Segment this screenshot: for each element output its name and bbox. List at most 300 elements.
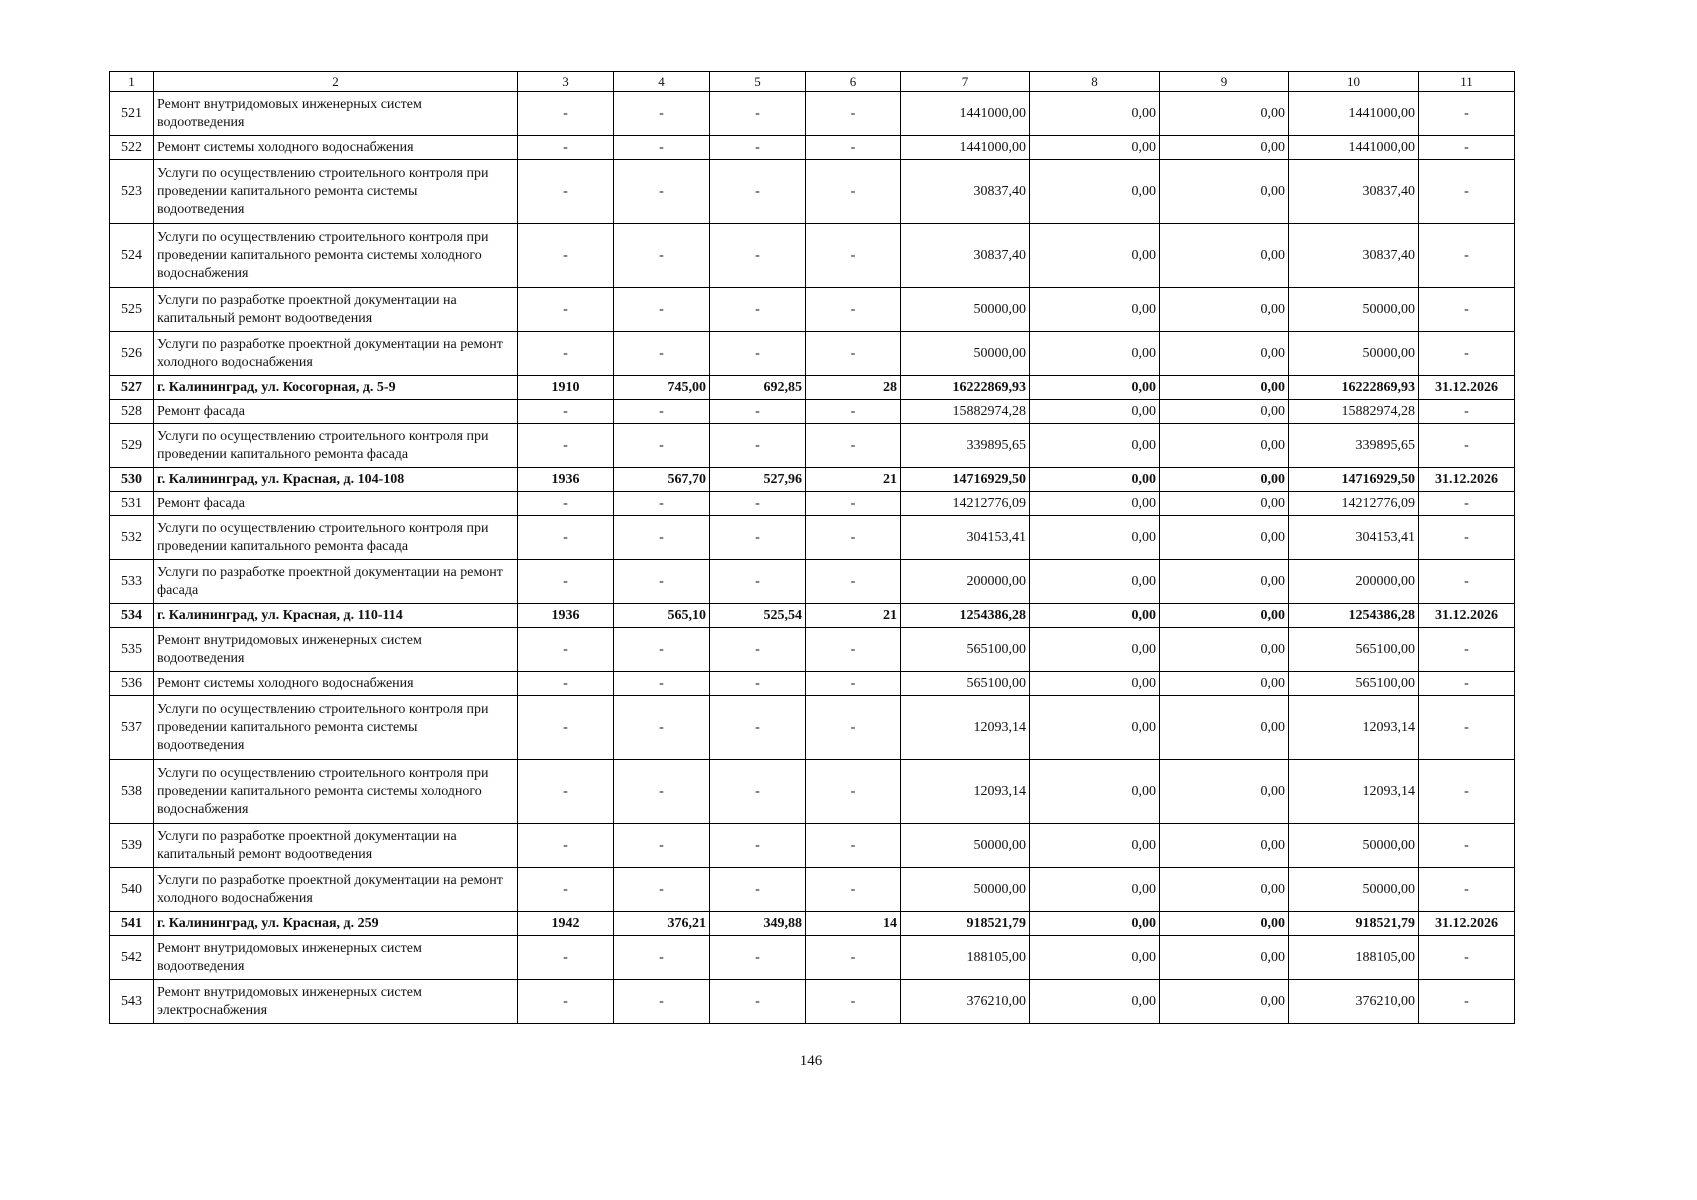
description-line: Услуги по разработке проектной документации на ремонт [157,564,503,580]
column-8-cell: 0,00 [1030,468,1160,492]
column-number-header: 10 [1289,72,1419,92]
column-7-cell: 565100,00 [901,628,1030,672]
column-10-cell: 376210,00 [1289,980,1419,1024]
column-9-cell: 0,00 [1160,628,1289,672]
column-4-cell: - [614,136,710,160]
description-line: г. Калининград, ул. Косогорная, д. 5-9 [157,379,396,395]
description-line: Ремонт внутридомовых инженерных систем [157,940,422,956]
column-6-cell: - [806,136,901,160]
table-row [110,224,1515,288]
description-line: водоснабжения [157,265,249,281]
column-9-cell: 0,00 [1160,560,1289,604]
column-11-cell: - [1419,516,1515,560]
column-8-cell: 0,00 [1030,288,1160,332]
column-4-cell: 565,10 [614,604,710,628]
description-cell [154,868,518,912]
column-6-cell: - [806,868,901,912]
column-10-cell: 304153,41 [1289,516,1419,560]
row-number-cell: 532 [110,516,154,560]
column-11-cell: - [1419,696,1515,760]
column-9-cell: 0,00 [1160,980,1289,1024]
row-number-cell: 521 [110,92,154,136]
column-7-cell: 304153,41 [901,516,1030,560]
column-11-cell: - [1419,332,1515,376]
column-10-cell: 50000,00 [1289,868,1419,912]
column-4-cell: 567,70 [614,468,710,492]
column-8-cell: 0,00 [1030,824,1160,868]
column-8-cell: 0,00 [1030,672,1160,696]
table-row [110,400,1515,424]
column-5-cell: 692,85 [710,376,806,400]
row-number-cell: 529 [110,424,154,468]
description-line: водоотведения [157,737,245,753]
description-line: Услуги по осуществлению строительного контроля при [157,520,489,536]
description-line: электроснабжения [157,1002,268,1018]
column-5-cell: - [710,936,806,980]
column-3-cell: - [518,492,614,516]
column-5-cell: - [710,288,806,332]
column-6-cell: - [806,92,901,136]
column-4-cell: 376,21 [614,912,710,936]
description-line: проведении капитального ремонта системы холодного [157,247,482,263]
column-4-cell: - [614,868,710,912]
column-7-cell: 50000,00 [901,288,1030,332]
works-table [109,71,1515,1024]
column-7-cell: 50000,00 [901,824,1030,868]
description-cell [154,92,518,136]
description-line: проведении капитального ремонта системы [157,183,418,199]
description-cell [154,400,518,424]
column-6-cell: - [806,160,901,224]
description-line: капитальный ремонт водоотведения [157,846,373,862]
column-10-cell: 918521,79 [1289,912,1419,936]
description-line: г. Калининград, ул. Красная, д. 110-114 [157,607,403,623]
column-7-cell: 30837,40 [901,160,1030,224]
column-6-cell: 21 [806,468,901,492]
column-10-cell: 339895,65 [1289,424,1419,468]
column-number-header: 8 [1030,72,1160,92]
column-10-cell: 565100,00 [1289,628,1419,672]
table-row [110,696,1515,760]
description-cell [154,492,518,516]
column-8-cell: 0,00 [1030,628,1160,672]
column-11-cell: - [1419,868,1515,912]
column-6-cell: 28 [806,376,901,400]
column-4-cell: - [614,224,710,288]
column-7-cell: 14212776,09 [901,492,1030,516]
description-line: капитальный ремонт водоотведения [157,310,373,326]
table-row [110,92,1515,136]
column-4-cell: - [614,400,710,424]
column-10-cell: 14212776,09 [1289,492,1419,516]
column-6-cell: - [806,628,901,672]
column-5-cell: - [710,400,806,424]
column-3-cell: - [518,560,614,604]
column-7-cell: 200000,00 [901,560,1030,604]
table-row [110,672,1515,696]
column-9-cell: 0,00 [1160,332,1289,376]
column-6-cell: - [806,672,901,696]
column-9-cell: 0,00 [1160,136,1289,160]
description-line: Услуги по разработке проектной документации на ремонт [157,336,503,352]
description-cell [154,604,518,628]
description-cell [154,980,518,1024]
column-8-cell: 0,00 [1030,332,1160,376]
description-cell [154,912,518,936]
column-8-cell: 0,00 [1030,696,1160,760]
column-5-cell: 525,54 [710,604,806,628]
column-10-cell: 30837,40 [1289,160,1419,224]
column-9-cell: 0,00 [1160,516,1289,560]
column-3-cell: - [518,224,614,288]
description-line: Ремонт внутридомовых инженерных систем [157,96,422,112]
column-6-cell: - [806,424,901,468]
description-line: Услуги по осуществлению строительного контроля при [157,428,489,444]
description-line: водоснабжения [157,801,249,817]
row-number-cell: 533 [110,560,154,604]
row-number-cell: 534 [110,604,154,628]
column-number-header: 7 [901,72,1030,92]
column-6-cell: - [806,288,901,332]
column-7-cell: 1441000,00 [901,136,1030,160]
column-11-cell: - [1419,492,1515,516]
column-11-cell: - [1419,824,1515,868]
row-number-cell: 530 [110,468,154,492]
description-cell [154,376,518,400]
column-3-cell: - [518,516,614,560]
column-11-cell: - [1419,160,1515,224]
column-number-header: 11 [1419,72,1515,92]
column-number-header: 3 [518,72,614,92]
column-6-cell: - [806,224,901,288]
description-line: Услуги по разработке проектной документации на ремонт [157,872,503,888]
column-8-cell: 0,00 [1030,760,1160,824]
column-7-cell: 1441000,00 [901,92,1030,136]
description-line: г. Калининград, ул. Красная, д. 259 [157,915,379,931]
column-11-cell: - [1419,760,1515,824]
column-number-header: 2 [154,72,518,92]
table-row [110,288,1515,332]
description-line: Услуги по осуществлению строительного контроля при [157,229,489,245]
column-4-cell: - [614,424,710,468]
column-5-cell: - [710,516,806,560]
table-row [110,424,1515,468]
table-row [110,136,1515,160]
column-3-cell: - [518,672,614,696]
column-3-cell: 1936 [518,604,614,628]
column-6-cell: - [806,980,901,1024]
column-9-cell: 0,00 [1160,696,1289,760]
column-5-cell: - [710,92,806,136]
column-3-cell: - [518,824,614,868]
column-6-cell: 21 [806,604,901,628]
column-6-cell: - [806,696,901,760]
column-5-cell: 349,88 [710,912,806,936]
column-5-cell: - [710,424,806,468]
column-5-cell: - [710,628,806,672]
column-5-cell: - [710,224,806,288]
column-7-cell: 15882974,28 [901,400,1030,424]
column-8-cell: 0,00 [1030,868,1160,912]
column-9-cell: 0,00 [1160,912,1289,936]
column-8-cell: 0,00 [1030,376,1160,400]
column-3-cell: - [518,160,614,224]
table-body [110,72,1515,1024]
description-cell [154,760,518,824]
column-5-cell: - [710,560,806,604]
row-number-cell: 543 [110,980,154,1024]
column-9-cell: 0,00 [1160,424,1289,468]
column-7-cell: 188105,00 [901,936,1030,980]
column-9-cell: 0,00 [1160,868,1289,912]
table-row [110,868,1515,912]
row-number-cell: 526 [110,332,154,376]
column-9-cell: 0,00 [1160,604,1289,628]
column-3-cell: - [518,628,614,672]
column-6-cell: - [806,760,901,824]
column-6-cell: - [806,560,901,604]
column-5-cell: - [710,696,806,760]
column-3-cell: 1936 [518,468,614,492]
column-5-cell: - [710,136,806,160]
row-number-cell: 535 [110,628,154,672]
description-cell [154,516,518,560]
column-4-cell: - [614,760,710,824]
column-8-cell: 0,00 [1030,560,1160,604]
column-9-cell: 0,00 [1160,492,1289,516]
column-10-cell: 12093,14 [1289,760,1419,824]
column-10-cell: 1441000,00 [1289,136,1419,160]
column-9-cell: 0,00 [1160,936,1289,980]
column-9-cell: 0,00 [1160,400,1289,424]
column-9-cell: 0,00 [1160,92,1289,136]
column-number-header: 9 [1160,72,1289,92]
column-6-cell: - [806,492,901,516]
description-line: холодного водоснабжения [157,890,313,906]
table-row [110,604,1515,628]
column-5-cell: - [710,492,806,516]
column-10-cell: 1254386,28 [1289,604,1419,628]
description-line: проведении капитального ремонта системы холодного [157,783,482,799]
column-6-cell: - [806,824,901,868]
column-3-cell: - [518,760,614,824]
column-4-cell: - [614,160,710,224]
table-row [110,516,1515,560]
column-11-cell: - [1419,560,1515,604]
column-4-cell: - [614,516,710,560]
description-cell [154,560,518,604]
column-11-cell: - [1419,136,1515,160]
description-cell [154,824,518,868]
description-cell [154,628,518,672]
row-number-cell: 539 [110,824,154,868]
column-11-cell: - [1419,288,1515,332]
column-7-cell: 376210,00 [901,980,1030,1024]
column-11-cell: - [1419,424,1515,468]
row-number-cell: 528 [110,400,154,424]
column-10-cell: 565100,00 [1289,672,1419,696]
column-11-cell: 31.12.2026 [1419,376,1515,400]
column-5-cell: - [710,824,806,868]
description-cell [154,468,518,492]
column-10-cell: 50000,00 [1289,332,1419,376]
column-10-cell: 30837,40 [1289,224,1419,288]
column-4-cell: - [614,560,710,604]
column-3-cell: - [518,980,614,1024]
row-number-cell: 541 [110,912,154,936]
description-line: водоотведения [157,650,245,666]
row-number-cell: 540 [110,868,154,912]
column-7-cell: 50000,00 [901,868,1030,912]
column-number-header: 1 [110,72,154,92]
row-number-cell: 538 [110,760,154,824]
column-4-cell: - [614,824,710,868]
description-cell [154,332,518,376]
column-8-cell: 0,00 [1030,160,1160,224]
description-line: Ремонт внутридомовых инженерных систем [157,632,422,648]
column-11-cell: - [1419,400,1515,424]
column-7-cell: 12093,14 [901,696,1030,760]
column-9-cell: 0,00 [1160,824,1289,868]
description-line: Ремонт системы холодного водоснабжения [157,139,414,155]
table-row [110,468,1515,492]
row-number-cell: 522 [110,136,154,160]
column-9-cell: 0,00 [1160,224,1289,288]
column-8-cell: 0,00 [1030,400,1160,424]
row-number-cell: 524 [110,224,154,288]
table-row [110,492,1515,516]
column-4-cell: 745,00 [614,376,710,400]
column-9-cell: 0,00 [1160,760,1289,824]
column-6-cell: - [806,400,901,424]
column-3-cell: 1942 [518,912,614,936]
column-5-cell: - [710,980,806,1024]
column-9-cell: 0,00 [1160,160,1289,224]
column-11-cell: 31.12.2026 [1419,912,1515,936]
column-4-cell: - [614,92,710,136]
column-3-cell: 1910 [518,376,614,400]
column-9-cell: 0,00 [1160,468,1289,492]
column-5-cell: - [710,672,806,696]
column-5-cell: - [710,332,806,376]
column-7-cell: 12093,14 [901,760,1030,824]
column-7-cell: 565100,00 [901,672,1030,696]
column-6-cell: 14 [806,912,901,936]
column-number-header: 6 [806,72,901,92]
column-7-cell: 339895,65 [901,424,1030,468]
column-10-cell: 14716929,50 [1289,468,1419,492]
column-4-cell: - [614,672,710,696]
column-11-cell: - [1419,980,1515,1024]
column-9-cell: 0,00 [1160,672,1289,696]
column-4-cell: - [614,936,710,980]
column-10-cell: 16222869,93 [1289,376,1419,400]
column-9-cell: 0,00 [1160,376,1289,400]
column-8-cell: 0,00 [1030,92,1160,136]
table-row [110,824,1515,868]
table-row [110,936,1515,980]
column-10-cell: 200000,00 [1289,560,1419,604]
description-line: Услуги по осуществлению строительного контроля при [157,765,489,781]
column-10-cell: 12093,14 [1289,696,1419,760]
row-number-cell: 525 [110,288,154,332]
column-11-cell: 31.12.2026 [1419,468,1515,492]
column-4-cell: - [614,696,710,760]
description-cell [154,424,518,468]
description-line: проведении капитального ремонта системы [157,719,418,735]
column-3-cell: - [518,332,614,376]
column-11-cell: 31.12.2026 [1419,604,1515,628]
column-6-cell: - [806,516,901,560]
column-7-cell: 30837,40 [901,224,1030,288]
column-7-cell: 1254386,28 [901,604,1030,628]
description-line: Услуги по разработке проектной документации на [157,828,457,844]
column-number-header: 4 [614,72,710,92]
description-cell [154,672,518,696]
description-line: водоотведения [157,201,245,217]
table-row [110,332,1515,376]
column-11-cell: - [1419,92,1515,136]
description-cell [154,936,518,980]
table-row [110,760,1515,824]
column-7-cell: 918521,79 [901,912,1030,936]
column-5-cell: - [710,160,806,224]
column-3-cell: - [518,288,614,332]
description-cell [154,136,518,160]
description-line: Услуги по осуществлению строительного контроля при [157,165,489,181]
column-3-cell: - [518,92,614,136]
column-4-cell: - [614,980,710,1024]
column-7-cell: 16222869,93 [901,376,1030,400]
column-8-cell: 0,00 [1030,492,1160,516]
description-line: г. Калининград, ул. Красная, д. 104-108 [157,471,405,487]
column-3-cell: - [518,936,614,980]
row-number-cell: 523 [110,160,154,224]
column-10-cell: 50000,00 [1289,824,1419,868]
column-6-cell: - [806,936,901,980]
table-row [110,980,1515,1024]
description-line: водоотведения [157,958,245,974]
description-cell [154,696,518,760]
description-line: проведении капитального ремонта фасада [157,446,409,462]
description-cell [154,160,518,224]
row-number-cell: 527 [110,376,154,400]
table-row [110,560,1515,604]
row-number-cell: 536 [110,672,154,696]
column-3-cell: - [518,136,614,160]
column-8-cell: 0,00 [1030,604,1160,628]
description-line: Ремонт фасада [157,403,246,419]
row-number-cell: 542 [110,936,154,980]
table-row [110,376,1515,400]
column-9-cell: 0,00 [1160,288,1289,332]
column-8-cell: 0,00 [1030,980,1160,1024]
column-8-cell: 0,00 [1030,424,1160,468]
column-4-cell: - [614,492,710,516]
column-8-cell: 0,00 [1030,912,1160,936]
description-line: холодного водоснабжения [157,354,313,370]
column-7-cell: 50000,00 [901,332,1030,376]
column-5-cell: - [710,868,806,912]
column-4-cell: - [614,332,710,376]
column-8-cell: 0,00 [1030,136,1160,160]
table-row [110,628,1515,672]
column-11-cell: - [1419,224,1515,288]
column-3-cell: - [518,400,614,424]
column-10-cell: 1441000,00 [1289,92,1419,136]
description-line: Ремонт внутридомовых инженерных систем [157,984,422,1000]
column-6-cell: - [806,332,901,376]
